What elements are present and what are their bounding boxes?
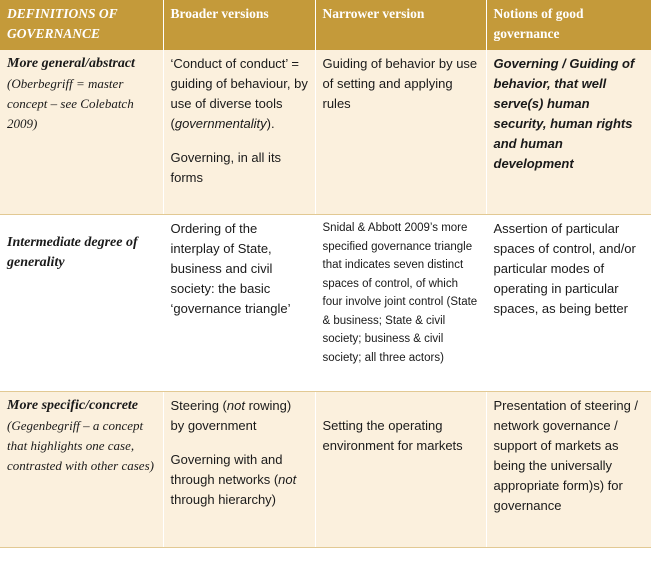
- cell-broader: [163, 50, 315, 215]
- cell-text: rowing) by government: [170, 398, 292, 433]
- header-good-governance: Notions of good governance: [486, 0, 651, 50]
- cell-emphasis: governmentality: [174, 116, 267, 131]
- row-label-intermediate: [0, 215, 163, 392]
- row-label-general: [0, 50, 163, 215]
- header-narrower-version: Narrower version: [315, 0, 486, 50]
- cell-narrower: Guiding of behavior by use of setting and applying rules: [315, 50, 486, 215]
- cell-narrower: Snidal & Abbott 2009’s more specified governance triangle that indicates seven distinct spaces of control, of which four involve joint control (State & business; State & civil society; business & civil society; all three actors): [315, 215, 486, 392]
- cell-text: Steering (: [170, 398, 227, 413]
- cell-paragraph: [171, 54, 309, 134]
- table-row: [0, 50, 651, 215]
- cell-broader: Ordering of the interplay of State, business and civil society: the basic ‘governance triangle’: [163, 215, 315, 392]
- cell-paragraph: Governing, in all its forms: [170, 150, 282, 185]
- row-label-note: (Gegenbegriff – a concept that highlights one case, contrasted with other cases): [7, 418, 154, 473]
- cell-emphasis: not: [226, 398, 245, 413]
- header-broader-versions: Broader versions: [163, 0, 315, 50]
- cell-broader: [163, 392, 315, 548]
- row-label-specific: [0, 392, 163, 548]
- cell-good-governance: Presentation of steering / network governance / support of markets as being the universally appropriate form)s) for governance: [486, 392, 651, 548]
- cell-paragraph: [171, 450, 309, 510]
- cell-text: ).: [266, 116, 275, 131]
- row-label-strong: More general/abstract: [7, 56, 135, 71]
- cell-good-governance: Assertion of particular spaces of control, and/or particular modes of operating in particular spaces, as being better: [486, 215, 651, 392]
- spacer: [171, 134, 309, 148]
- cell-good-governance: Governing / Guiding of behavior, that well serve(s) human security, human rights and human development: [486, 50, 651, 215]
- table-row: [0, 392, 651, 548]
- spacer: [7, 219, 157, 233]
- spacer: [323, 396, 480, 416]
- cell-text: ‘Conduct of conduct’ = guiding of behaviour, by use of diverse tools (: [170, 56, 308, 131]
- cell-paragraph: Setting the operating environment for markets: [322, 418, 463, 453]
- cell-emphasis: not: [278, 472, 297, 487]
- cell-paragraph: [171, 396, 309, 436]
- row-label-note: (Oberbegriff = master concept – see Colebatch 2009): [7, 76, 134, 131]
- spacer: [171, 436, 309, 450]
- cell-narrower: [315, 392, 486, 548]
- row-label-strong: Intermediate degree of generality: [7, 235, 138, 270]
- header-definitions: DEFINITIONS OF GOVERNANCE: [0, 0, 163, 50]
- table-row: [0, 215, 651, 392]
- cell-text: through hierarchy): [170, 492, 276, 507]
- header-row: [0, 0, 651, 50]
- row-label-strong: More specific/concrete: [7, 398, 139, 413]
- cell-text: Governing with and through networks (: [170, 452, 283, 487]
